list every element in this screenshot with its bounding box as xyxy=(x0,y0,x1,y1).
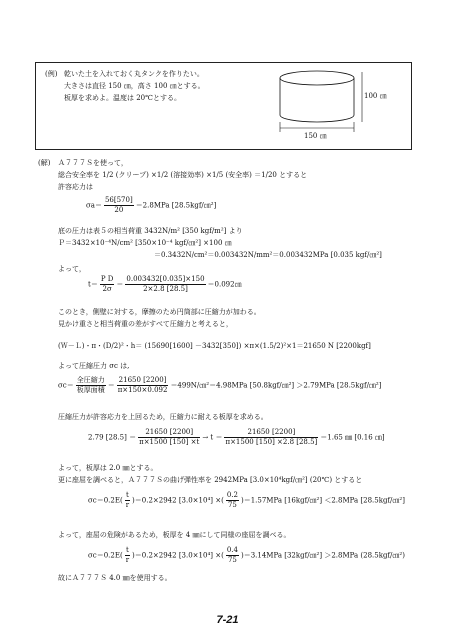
conclusion-line: 故にＡ７７７Ｓ 4.0 ㎜を使用する。 xyxy=(58,574,172,582)
example-line-3: 板厚を求めよ。温度は 20℃とする。 xyxy=(64,94,181,102)
solution-label: (解) xyxy=(38,159,51,167)
paragraph-2: 見かけ重さと相当荷重の差がすべて圧縮力と考えると， xyxy=(58,320,233,328)
solution-line-5: Ｐ＝3432×10⁻⁴N/cm² [350×10⁻⁴ kgf/㎝²] ×100 ㎝ xyxy=(58,239,232,247)
equation-buckling-2: σc＝0.2E( $\frac{t}{r}$ )＝0.2×2942 [3.0×10⁴] ×( $\frac{0.4}{75}$ )＝3.14MPa [32kgf/㎝²] ＞2.8MPa (28.5kgf/㎝²) xyxy=(88,546,405,564)
solution-line-7: よって， xyxy=(58,265,86,273)
solution-line-1: Ａ７７７Ｓを使って， xyxy=(58,159,128,167)
equation-compressive-pressure: σc＝ $\frac{\text{全圧縮力}}{\text{板厚面積}}$ ＝ $\frac{21650 [2200]}{\pi\times 150\times 0.092}$ ＝499N/㎝²＝4.98MPa [50.8kgf/㎝²] ＞2.79MPa [28.5kgf/㎝²] xyxy=(58,376,382,394)
solution-line-6: ＝0.3432N/cm²＝0.003432N/mm²＝0.003432MPa [0.035 kgf/㎝²] xyxy=(154,251,382,259)
example-label: (例) xyxy=(45,70,58,78)
paragraph-4: よって，座屈の危険があるため，板厚を 4 ㎜にして同様の座屈を調べる。 xyxy=(58,531,291,539)
equation-compressive-force: (Ｗ－Ｌ)・π・(D/2)²・h＝ (15690[1600] －3432[350]) ×π×(1.5/2)²×1＝21650 N [2200kgf] xyxy=(58,342,371,350)
dimension-diameter: 150 ㎝ xyxy=(304,132,327,140)
example-line-1: 乾いた土を入れておく丸タンクを作りたい。 xyxy=(64,70,204,78)
equation-thickness: t＝ $\frac{\text{P D}}{2\sigma}$ ＝ $\frac{0.003432[0.035]\times 150}{2\times 2.8 [28.5]}$ ＝0.092㎝ xyxy=(88,275,242,293)
page-number: 7-21 xyxy=(216,614,239,626)
solution-line-2: 総合安全率を 1/2 (クリープ) ×1/2 (溶接効率) ×1/5 (安全率) ＝1/20 とすると xyxy=(58,171,308,179)
solution-line-8: よって圧縮圧力 σc は, xyxy=(58,362,130,370)
solution-line-4: 底の圧力は表５の相当荷重 3432N/m² [350 kgf/m²] より xyxy=(58,227,243,235)
equation-allowable-stress: σa＝ $\frac{56[570]}{20}$ ＝2.8MPa [28.5kgf/㎝²] xyxy=(86,196,217,214)
dimension-height: 100 ㎝ xyxy=(364,92,387,100)
paragraph-3: 圧縮圧力が許容応力を上回るため，圧縮力に耐える板厚を求める。 xyxy=(58,413,268,421)
example-line-2: 大きさは直径 150 ㎝，高さ 100 ㎝とする。 xyxy=(64,82,205,90)
solution-line-3: 許容応力は xyxy=(58,183,93,191)
solution-line-9: よって，板厚は 2.0 ㎜とする。 xyxy=(58,464,158,472)
equation-buckling-1: σc＝0.2E( $\frac{t}{r}$ )＝0.2×2942 [3.0×10⁴] ×( $\frac{0.2}{75}$ )＝1.57MPa [16kgf/㎝²] ＜2.8MPa [28.5kgf/㎝²] xyxy=(88,491,405,509)
paragraph-1: このとき，側壁に対する，摩擦のため円筒部に圧縮力が加わる。 xyxy=(58,308,261,316)
equation-required-thickness: 2.79 [28.5] ＝ $\frac{21650 [2200]}{\pi\times 1500 [150] \times t}$ → t ＝ $\frac{21650 [2200]}{\pi\times 1500 [150] \times 2.8 [28.5]}$ ＝1.65 ㎜ [0.16 ㎝] xyxy=(88,428,385,446)
solution-line-10: 更に座屈を調べると，Ａ７７７Ｓの曲げ弾性率を 2942MPa [3.0×10⁴kgf/㎝²] (20℃) とすると xyxy=(58,476,363,484)
